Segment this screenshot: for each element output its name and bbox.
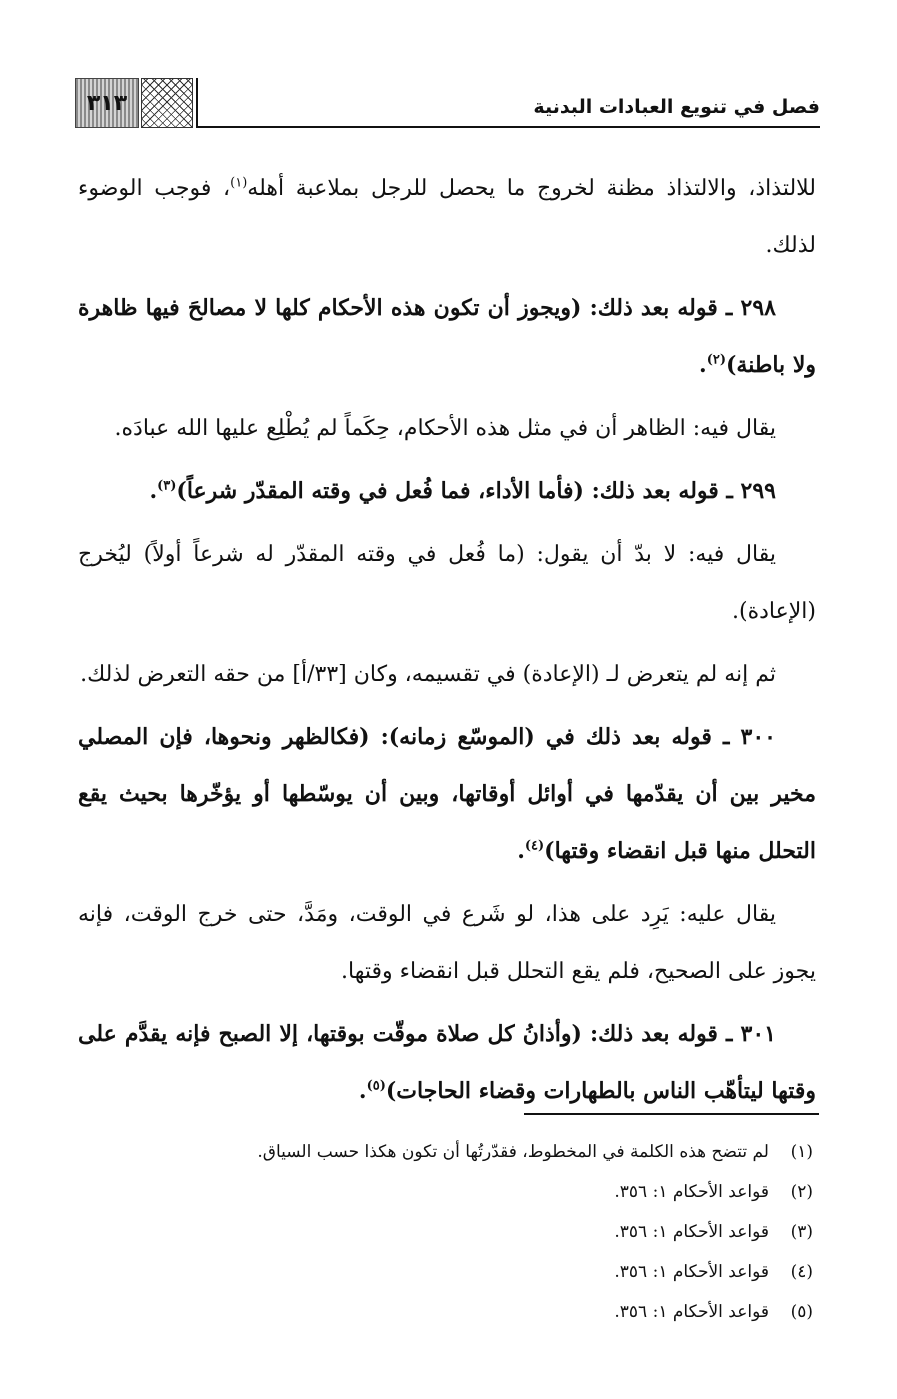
footnote-text: قواعد الأحكام ١: ٣٥٦. (614, 1222, 769, 1242)
main-text (78, 160, 816, 1126)
footnote-ref: (٢) (706, 352, 726, 368)
footnote-ref: (١) (230, 175, 248, 191)
paragraph-text: يقال فيه: لا بدّ أن يقول: (ما فُعل في وقته المقدّر له شرعاً أولاً) ليُخرج (الإعادة). (78, 542, 816, 624)
footnote-number: (١) (790, 1142, 813, 1162)
paragraph-text: . (517, 838, 525, 864)
paragraph-text: ٢٩٩ ـ قوله بعد ذلك: (فأما الأداء، فما فُعل في وقته المقدّر شرعاً) (176, 478, 776, 504)
footnote-text: قواعد الأحكام ١: ٣٥٦. (614, 1302, 769, 1322)
footnote (113, 1252, 813, 1292)
footnotes (113, 1132, 813, 1332)
footnote-separator (524, 1113, 819, 1115)
paragraph-text: . (699, 352, 707, 378)
paragraph-text: ٢٩٨ ـ قوله بعد ذلك: (ويجوز أن تكون هذه الأحكام كلها لا مصالحَ فيها ظاهرة ولا باطنة) (78, 295, 816, 378)
footnote-number: (٥) (790, 1302, 813, 1322)
paragraph (78, 1006, 816, 1120)
paragraph (78, 160, 816, 274)
paragraph (78, 886, 816, 1000)
running-header (75, 72, 820, 128)
paragraph-text: ٣٠٠ ـ قوله بعد ذلك في (الموسّع زمانه): (فكالظهر ونحوها، فإن المصلي مخير بين أن يقدّمها في أوائل أوقاتها، وبين أن يوسّطها أو يؤخّرها بحيث يقع التحلل منها قبل انقضاء وقتها) (78, 724, 816, 864)
paragraph-text: ٣٠١ ـ قوله بعد ذلك: (وأذانُ كل صلاة موقّت بوقتها، إلا الصبح فإنه يقدَّم على وقتها ليتأهّب الناس بالطهارات وقضاء الحاجات) (78, 1021, 816, 1104)
footnote (113, 1172, 813, 1212)
paragraph-text: ، فوجب الوضوء لذلك. (78, 176, 816, 258)
paragraph (78, 280, 816, 394)
paragraph (78, 709, 816, 880)
footnote (113, 1212, 813, 1252)
footnote-number: (٤) (790, 1262, 813, 1282)
footnote-text: قواعد الأحكام ١: ٣٥٦. (614, 1182, 769, 1202)
paragraph (78, 526, 816, 640)
paragraph-text: ثم إنه لم يتعرض لـ (الإعادة) في تقسيمه، وكان [٣٣/أ] من حقه التعرض لذلك. (80, 662, 776, 687)
footnote (113, 1132, 813, 1172)
paragraph (78, 400, 816, 457)
footnote (113, 1292, 813, 1332)
paragraph (78, 646, 816, 703)
ornament-icon (141, 78, 193, 128)
paragraph-text: . (149, 478, 158, 504)
footnote-number: (٣) (790, 1222, 813, 1242)
footnote-ref: (٥) (366, 1078, 386, 1094)
chapter-title: فصل في تنويع العبادات البدنية (533, 96, 820, 118)
header-divider (196, 78, 198, 128)
footnote-text: قواعد الأحكام ١: ٣٥٦. (614, 1262, 769, 1282)
paragraph (78, 463, 816, 520)
header-rule (197, 126, 820, 128)
paragraph-text: . (358, 1078, 367, 1104)
paragraph-text: للالتذاذ، والالتذاذ مظنة لخروج ما يحصل للرجل بملاعبة أهله (247, 176, 816, 201)
footnote-number: (٢) (790, 1182, 813, 1202)
paragraph-text: يقال عليه: يَرِد على هذا، لو شَرع في الوقت، ومَدَّ، حتى خرج الوقت، فإنه يجوز على الصحيح، فلم يقع التحلل قبل انقضاء وقتها. (78, 902, 816, 984)
page-number: ٣١٣ (75, 78, 139, 128)
footnote-ref: (٤) (524, 838, 545, 854)
footnote-text: لم تتضح هذه الكلمة في المخطوط، فقدّرتُها أن تكون هكذا حسب السياق. (257, 1142, 769, 1162)
paragraph-text: يقال فيه: الظاهر أن في مثل هذه الأحكام، حِكَماً لم يُطْلِع عليها الله عبادَه. (114, 416, 776, 441)
footnote-ref: (٣) (157, 478, 177, 494)
